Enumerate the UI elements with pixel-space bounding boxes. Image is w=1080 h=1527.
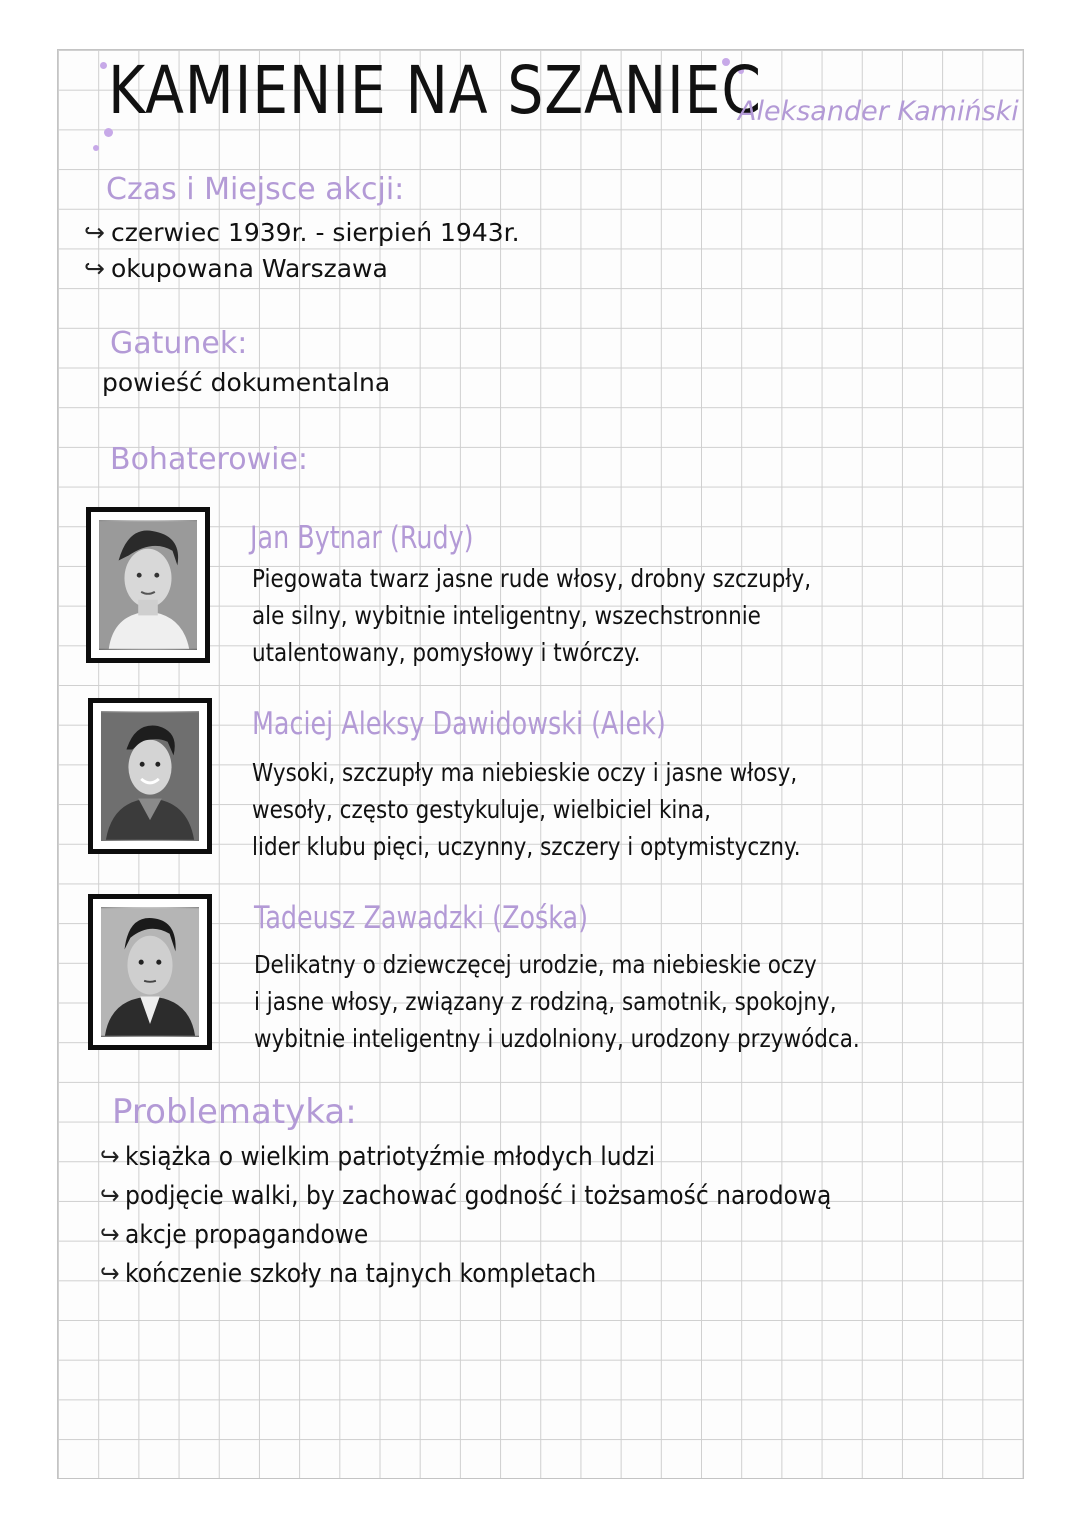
decor-dot xyxy=(93,145,99,151)
portrait-photo xyxy=(101,711,199,841)
genre-value: powieść dokumentalna xyxy=(102,368,391,397)
list-item: ↪ podjęcie walki, by zachować godność i tożsamość narodową xyxy=(100,1181,832,1211)
author-name: Aleksander Kamiński xyxy=(738,96,1019,127)
time-place-heading: Czas i Miejsce akcji: xyxy=(106,172,405,207)
person-icon xyxy=(101,907,199,1037)
character-description: Delikatny o dziewczęcej urodzie, ma niebieskie oczy i jasne włosy, związany z rodziną, samotnik, spokojny, wybitnie inteligentny i uzdolniony, urodzony przywódca. xyxy=(254,950,860,1053)
genre-heading: Gatunek: xyxy=(110,326,248,361)
arrow-icon: ↪ xyxy=(100,1259,120,1289)
character-description: Piegowata twarz jasne rude włosy, drobny szczupły, ale silny, wybitnie inteligentny, wszechstronnie utalentowany, pomysłowy i twórczy. xyxy=(252,564,812,667)
portrait-rudy xyxy=(86,507,210,663)
portrait-photo xyxy=(99,520,197,650)
time-item: ↪ czerwiec 1939r. - sierpień 1943r. xyxy=(84,218,520,247)
arrow-icon: ↪ xyxy=(84,218,105,247)
arrow-icon: ↪ xyxy=(84,254,105,283)
decor-dot xyxy=(104,128,113,137)
character-name: Jan Bytnar (Rudy) xyxy=(250,520,474,556)
arrow-icon: ↪ xyxy=(100,1142,120,1172)
problems-list xyxy=(100,1138,913,1294)
decor-dot xyxy=(100,62,107,69)
arrow-icon: ↪ xyxy=(100,1181,120,1211)
list-item: ↪ akcje propagandowe xyxy=(100,1220,369,1250)
character-description: Wysoki, szczupły ma niebieskie oczy i jasne włosy, wesoły, często gestykuluje, wielbiciel kina, lider klubu pięci, uczynny, szczery i optymistyczny. xyxy=(252,758,801,861)
person-icon xyxy=(101,711,199,841)
page-title: KAMIENIE NA SZANIEC xyxy=(108,52,762,129)
character-name: Maciej Aleksy Dawidowski (Alek) xyxy=(252,706,666,742)
place-item: ↪ okupowana Warszawa xyxy=(84,254,388,283)
list-item: ↪ kończenie szkoły na tajnych kompletach xyxy=(100,1259,597,1289)
person-icon xyxy=(99,520,197,650)
character-name: Tadeusz Zawadzki (Zośka) xyxy=(254,900,589,936)
portrait-zoska xyxy=(88,894,212,1050)
portrait-alek xyxy=(88,698,212,854)
problems-heading: Problematyka: xyxy=(112,1092,357,1132)
portrait-photo xyxy=(101,907,199,1037)
list-item: ↪ książka o wielkim patriotyźmie młodych ludzi xyxy=(100,1142,656,1172)
arrow-icon: ↪ xyxy=(100,1220,120,1250)
characters-heading: Bohaterowie: xyxy=(110,442,309,477)
